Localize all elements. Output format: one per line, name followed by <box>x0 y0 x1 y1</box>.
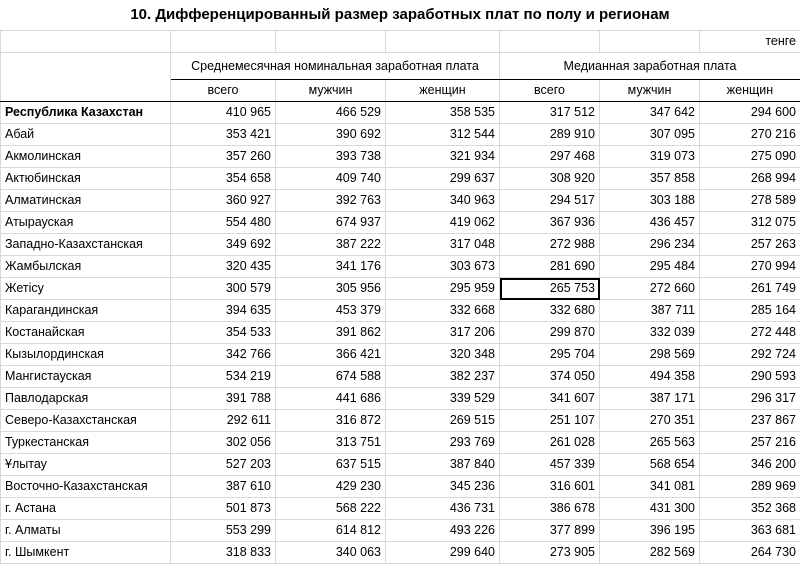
region-name: Актюбинская <box>1 168 171 190</box>
table-cell: 387 171 <box>600 388 700 410</box>
table-cell: 390 692 <box>276 124 386 146</box>
table-cell: 466 529 <box>276 102 386 124</box>
table-cell: 366 421 <box>276 344 386 366</box>
table-cell: 429 230 <box>276 476 386 498</box>
subheader-women-median: женщин <box>700 80 800 102</box>
header-corner <box>1 53 171 102</box>
table-cell: 393 738 <box>276 146 386 168</box>
table-cell: 298 569 <box>600 344 700 366</box>
table-cell: 419 062 <box>386 212 500 234</box>
unit-row <box>1 31 800 53</box>
region-name: Ұлытау <box>1 454 171 476</box>
table-cell: 257 263 <box>700 234 800 256</box>
table-cell: 387 610 <box>171 476 276 498</box>
table-cell: 318 833 <box>171 542 276 564</box>
table-cell: 316 601 <box>500 476 600 498</box>
region-name: Жетісу <box>1 278 171 300</box>
table-cell: 341 081 <box>600 476 700 498</box>
region-name: Павлодарская <box>1 388 171 410</box>
table-row <box>1 520 800 542</box>
table-row <box>1 300 800 322</box>
table-cell: 294 517 <box>500 190 600 212</box>
table-cell: 568 222 <box>276 498 386 520</box>
region-name: Республика Казахстан <box>1 102 171 124</box>
table-row <box>1 322 800 344</box>
subheader-total-nominal: всего <box>171 80 276 102</box>
nominal-wage-header: Среднемесячная номинальная заработная плата <box>171 53 500 80</box>
table-cell: 289 969 <box>700 476 800 498</box>
table-cell: 251 107 <box>500 410 600 432</box>
table-title: 10. Дифференцированный размер заработных плат по полу и регионам <box>0 6 800 23</box>
table-cell: 278 589 <box>700 190 800 212</box>
subheader-men-nominal: мужчин <box>276 80 386 102</box>
table-cell: 409 740 <box>276 168 386 190</box>
table-cell: 501 873 <box>171 498 276 520</box>
table-cell: 275 090 <box>700 146 800 168</box>
table-cell: 264 730 <box>700 542 800 564</box>
table-cell: 614 812 <box>276 520 386 542</box>
table-cell: 308 920 <box>500 168 600 190</box>
table-cell: 534 219 <box>171 366 276 388</box>
table-cell: 346 200 <box>700 454 800 476</box>
table-cell: 349 692 <box>171 234 276 256</box>
table-row <box>1 146 800 168</box>
table-cell: 272 448 <box>700 322 800 344</box>
table-cell: 453 379 <box>276 300 386 322</box>
table-cell: 297 468 <box>500 146 600 168</box>
table-cell: 436 457 <box>600 212 700 234</box>
table-cell: 305 956 <box>276 278 386 300</box>
table-row <box>1 278 800 300</box>
wage-table <box>0 30 800 564</box>
total-row <box>1 102 800 124</box>
table-cell: 303 188 <box>600 190 700 212</box>
table-cell: 394 635 <box>171 300 276 322</box>
table-cell: 347 642 <box>600 102 700 124</box>
table-cell: 273 905 <box>500 542 600 564</box>
region-name: г. Алматы <box>1 520 171 542</box>
table-cell: 553 299 <box>171 520 276 542</box>
table-cell: 299 637 <box>386 168 500 190</box>
table-cell: 340 963 <box>386 190 500 212</box>
table-row <box>1 168 800 190</box>
table-cell: 392 763 <box>276 190 386 212</box>
table-cell: 265 753 <box>500 278 600 300</box>
table-cell: 367 936 <box>500 212 600 234</box>
table-cell: 270 994 <box>700 256 800 278</box>
region-name: г. Шымкент <box>1 542 171 564</box>
table-cell: 674 937 <box>276 212 386 234</box>
table-cell: 493 226 <box>386 520 500 542</box>
table-cell: 674 588 <box>276 366 386 388</box>
table-cell: 554 480 <box>171 212 276 234</box>
table-cell: 345 236 <box>386 476 500 498</box>
table-cell: 270 216 <box>700 124 800 146</box>
table-row <box>1 234 800 256</box>
table-cell: 295 959 <box>386 278 500 300</box>
table-cell: 303 673 <box>386 256 500 278</box>
table-cell: 295 704 <box>500 344 600 366</box>
table-cell: 441 686 <box>276 388 386 410</box>
table-cell: 270 351 <box>600 410 700 432</box>
table-row <box>1 498 800 520</box>
table-cell: 341 607 <box>500 388 600 410</box>
table-cell: 353 421 <box>171 124 276 146</box>
table-cell: 272 988 <box>500 234 600 256</box>
table-cell: 410 965 <box>171 102 276 124</box>
table-cell: 342 766 <box>171 344 276 366</box>
table-cell: 296 234 <box>600 234 700 256</box>
table-cell: 307 095 <box>600 124 700 146</box>
table-cell: 332 039 <box>600 322 700 344</box>
region-name: Атырауская <box>1 212 171 234</box>
table-cell: 265 563 <box>600 432 700 454</box>
table-cell: 312 075 <box>700 212 800 234</box>
table-cell: 272 660 <box>600 278 700 300</box>
subheader-men-median: мужчин <box>600 80 700 102</box>
table-row <box>1 388 800 410</box>
table-cell: 299 640 <box>386 542 500 564</box>
table-cell: 363 681 <box>700 520 800 542</box>
table-cell: 313 751 <box>276 432 386 454</box>
table-cell: 340 063 <box>276 542 386 564</box>
table-cell: 292 611 <box>171 410 276 432</box>
table-cell: 300 579 <box>171 278 276 300</box>
table-cell: 431 300 <box>600 498 700 520</box>
region-name: Алматинская <box>1 190 171 212</box>
table-row <box>1 366 800 388</box>
table-cell: 568 654 <box>600 454 700 476</box>
table-row <box>1 256 800 278</box>
table-cell: 354 533 <box>171 322 276 344</box>
table-cell: 357 858 <box>600 168 700 190</box>
table-row <box>1 124 800 146</box>
table-cell: 637 515 <box>276 454 386 476</box>
table-cell: 299 870 <box>500 322 600 344</box>
table-cell: 382 237 <box>386 366 500 388</box>
table-cell: 527 203 <box>171 454 276 476</box>
region-name: Западно-Казахстанская <box>1 234 171 256</box>
table-cell: 321 934 <box>386 146 500 168</box>
table-cell: 289 910 <box>500 124 600 146</box>
table-cell: 360 927 <box>171 190 276 212</box>
table-cell: 261 028 <box>500 432 600 454</box>
table-cell: 320 435 <box>171 256 276 278</box>
table-cell: 391 862 <box>276 322 386 344</box>
table-cell: 312 544 <box>386 124 500 146</box>
median-wage-header: Медианная заработная плата <box>500 53 800 80</box>
table-cell: 358 535 <box>386 102 500 124</box>
table-cell: 320 348 <box>386 344 500 366</box>
table-cell: 494 358 <box>600 366 700 388</box>
table-cell: 374 050 <box>500 366 600 388</box>
table-cell: 294 600 <box>700 102 800 124</box>
table-cell: 436 731 <box>386 498 500 520</box>
table-row <box>1 190 800 212</box>
subheader-women-nominal: женщин <box>386 80 500 102</box>
table-cell: 357 260 <box>171 146 276 168</box>
table-cell: 352 368 <box>700 498 800 520</box>
table-cell: 316 872 <box>276 410 386 432</box>
table-cell: 354 658 <box>171 168 276 190</box>
table-cell: 296 317 <box>700 388 800 410</box>
table-cell: 332 668 <box>386 300 500 322</box>
table-cell: 295 484 <box>600 256 700 278</box>
table-cell: 268 994 <box>700 168 800 190</box>
table-row <box>1 410 800 432</box>
table-cell: 285 164 <box>700 300 800 322</box>
table-cell: 257 216 <box>700 432 800 454</box>
table-cell: 457 339 <box>500 454 600 476</box>
region-name: Карагандинская <box>1 300 171 322</box>
table-cell: 396 195 <box>600 520 700 542</box>
region-name: Туркестанская <box>1 432 171 454</box>
table-row <box>1 344 800 366</box>
table-cell: 317 048 <box>386 234 500 256</box>
table-cell: 387 222 <box>276 234 386 256</box>
region-name: г. Астана <box>1 498 171 520</box>
table-cell: 237 867 <box>700 410 800 432</box>
table-cell: 332 680 <box>500 300 600 322</box>
table-cell: 386 678 <box>500 498 600 520</box>
region-name: Мангистауская <box>1 366 171 388</box>
table-cell: 302 056 <box>171 432 276 454</box>
table-row <box>1 432 800 454</box>
table-row <box>1 212 800 234</box>
region-name: Акмолинская <box>1 146 171 168</box>
table-row <box>1 542 800 564</box>
table-cell: 317 206 <box>386 322 500 344</box>
table-cell: 391 788 <box>171 388 276 410</box>
table-cell: 269 515 <box>386 410 500 432</box>
region-name: Кызылординская <box>1 344 171 366</box>
unit-label: тенге <box>700 31 800 53</box>
table-cell: 319 073 <box>600 146 700 168</box>
table-cell: 293 769 <box>386 432 500 454</box>
subheader-total-median: всего <box>500 80 600 102</box>
region-name: Костанайская <box>1 322 171 344</box>
table-cell: 377 899 <box>500 520 600 542</box>
table-cell: 290 593 <box>700 366 800 388</box>
region-name: Жамбылская <box>1 256 171 278</box>
table-cell: 317 512 <box>500 102 600 124</box>
group-header-row <box>1 53 800 80</box>
table-cell: 261 749 <box>700 278 800 300</box>
table-cell: 282 569 <box>600 542 700 564</box>
table-cell: 341 176 <box>276 256 386 278</box>
table-cell: 387 840 <box>386 454 500 476</box>
region-name: Восточно-Казахстанская <box>1 476 171 498</box>
table-cell: 292 724 <box>700 344 800 366</box>
region-name: Абай <box>1 124 171 146</box>
table-row <box>1 476 800 498</box>
table-cell: 339 529 <box>386 388 500 410</box>
table-row <box>1 454 800 476</box>
table-cell: 281 690 <box>500 256 600 278</box>
region-name: Северо-Казахстанская <box>1 410 171 432</box>
table-cell: 387 711 <box>600 300 700 322</box>
